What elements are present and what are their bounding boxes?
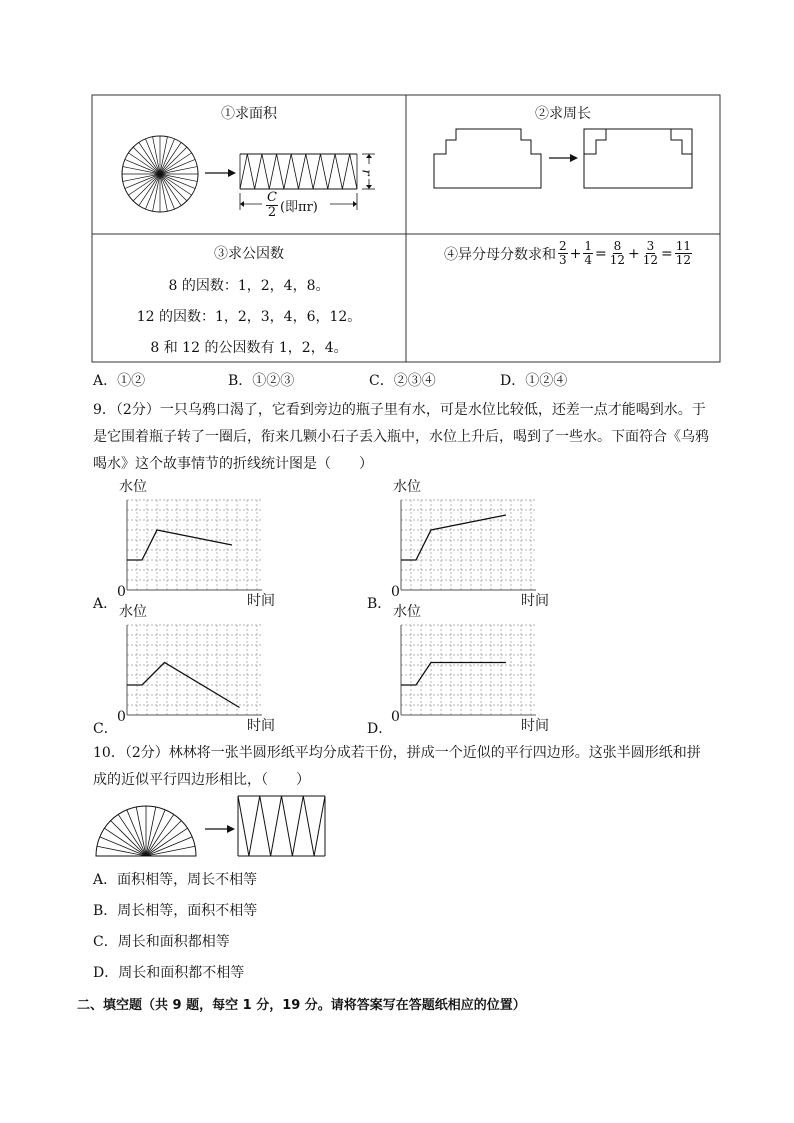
- x-axis-label: 时间: [247, 718, 275, 734]
- arrow-right-icon: [205, 169, 236, 177]
- cell3-line: 8 的因数：1，2，4，8。: [168, 278, 330, 294]
- operator: +: [569, 245, 582, 262]
- cell3-line: 12 的因数：1，2，3，4，6，12。: [136, 309, 362, 325]
- origin-label: 0: [117, 584, 126, 600]
- q10-parallelogram: [238, 796, 325, 856]
- arrow-right-icon: [205, 825, 235, 833]
- chart-plot-area: [122, 495, 277, 605]
- cell4-title: ④异分母分数求和: [444, 246, 556, 263]
- y-axis-label: 水位: [119, 479, 147, 495]
- q8-option-d[interactable]: D．①②④: [500, 373, 568, 389]
- y-axis-label: 水位: [393, 479, 421, 495]
- cell3-line: 8 和 12 的公因数有 1，2，4。: [150, 340, 348, 356]
- stepped-shape-rectangle: [584, 129, 692, 188]
- q10-option-c[interactable]: C．周长和面积都相等: [93, 934, 230, 950]
- half-circumference-label: [264, 191, 318, 220]
- stepped-shape-inner-steps: [584, 129, 606, 154]
- chart-plot-area: [122, 620, 277, 730]
- arrow-right-icon: [549, 154, 578, 162]
- q8-option-b[interactable]: B．①②③: [228, 373, 295, 389]
- operator: +: [628, 245, 640, 262]
- chart-plot-area: [396, 495, 551, 605]
- series-line: [401, 663, 506, 686]
- cell2-title: ②求周长: [535, 106, 591, 122]
- fraction: $\frac{3}{12}$: [642, 239, 659, 267]
- q9-option-b[interactable]: B．: [367, 596, 392, 612]
- q9-option-a[interactable]: A．: [93, 596, 118, 612]
- q8-option-c[interactable]: C．②③④: [369, 373, 436, 389]
- cell4-content: [444, 240, 694, 267]
- q10-question: 10．（2分）林林将一张半圆形纸平均分成若干份，拼成一个近似的平行四边形。这张半圆形纸和拼成的近似平行四边形相比，（ ）: [93, 745, 701, 788]
- y-axis-label: 水位: [393, 604, 421, 620]
- q10-option-a[interactable]: A．面积相等，周长不相等: [93, 872, 258, 888]
- fraction-denominator: 2: [267, 205, 277, 220]
- q9-option-c[interactable]: C．: [93, 721, 118, 737]
- sector-parallelogram: [240, 154, 357, 189]
- q10-option-b[interactable]: B．周长相等，面积不相等: [93, 903, 258, 919]
- origin-label: 0: [391, 709, 400, 725]
- origin-label: 0: [391, 584, 400, 600]
- fraction: $\frac{11}{12}$: [675, 239, 692, 267]
- stepped-shape-original: [434, 129, 541, 188]
- sector-circle: [122, 136, 198, 212]
- x-axis-label: 时间: [247, 593, 275, 609]
- series-line: [401, 515, 506, 560]
- x-axis-label: 时间: [521, 593, 549, 609]
- semicircle-sectors: [96, 806, 196, 856]
- radius-label: r: [358, 169, 374, 176]
- stepped-shape-inner-steps-right: [671, 129, 692, 154]
- pi-r-note: (即πr): [279, 200, 318, 215]
- q8-option-a[interactable]: A．①②: [93, 373, 146, 389]
- q10-option-d[interactable]: D．周长和面积都不相等: [93, 965, 245, 981]
- q9-option-d[interactable]: D．: [367, 721, 393, 737]
- fraction: $\frac{1}{4}$: [584, 239, 593, 267]
- section2-heading: 二、填空题（共 9 题，每空 1 分，19 分。请将答案写在答题纸相应的位置）: [77, 998, 526, 1013]
- cell3-title: ③求公因数: [214, 246, 284, 262]
- fraction-numerator: C: [267, 190, 277, 205]
- q9-question: 9．（2分）一只乌鸦口渴了，它看到旁边的瓶子里有水，可是水位比较低，还差一点才能喝到水。于是它围着瓶子转了一圈后，衔来几颗小石子丢入瓶中，水位上升后，喝到了一些水。下面符合《乌鸦喝水》这个故事情节的折线统计图是（ ）: [93, 402, 709, 472]
- q10-figure: [0, 790, 794, 860]
- series-line: [127, 530, 232, 560]
- fraction: $\frac{2}{3}$: [559, 239, 567, 267]
- cell1-title: ①求面积: [221, 106, 277, 122]
- x-axis-label: 时间: [521, 718, 549, 734]
- chart-plot-area: [396, 620, 551, 730]
- operator: =: [595, 245, 607, 262]
- c-over-2-fraction: [266, 191, 278, 220]
- fraction: $\frac{8}{12}$: [609, 239, 626, 267]
- y-axis-label: 水位: [119, 604, 147, 620]
- origin-label: 0: [117, 709, 126, 725]
- operator: =: [661, 245, 673, 262]
